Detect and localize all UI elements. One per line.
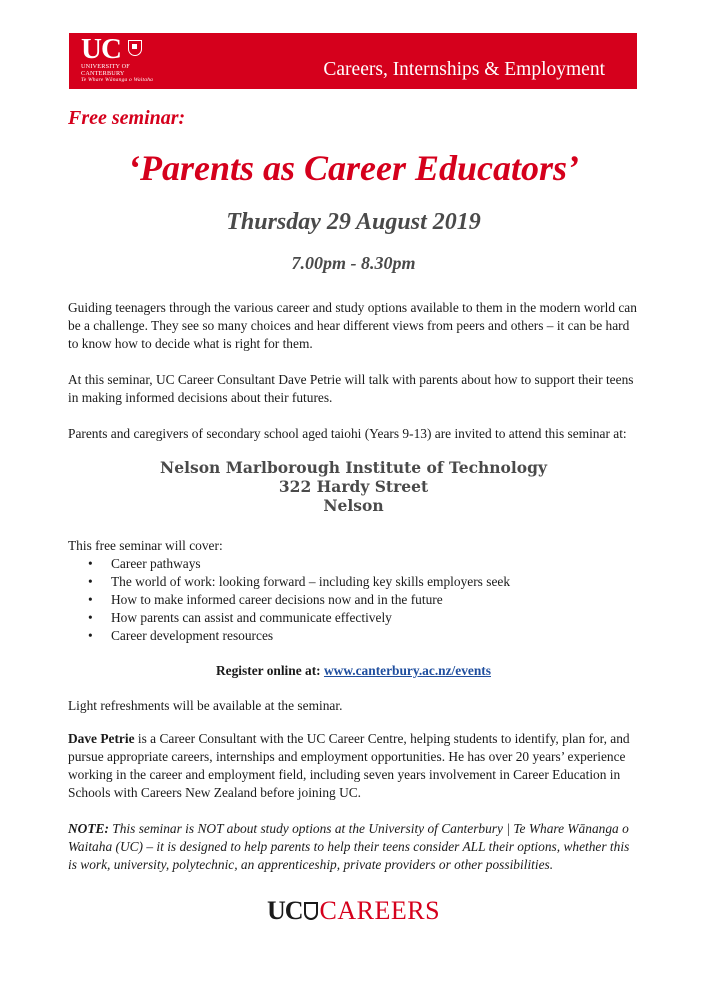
logo-line-1: UNIVERSITY OF: [81, 63, 130, 70]
logo-mark: UC: [81, 33, 121, 65]
seminar-time: 7.00pm - 8.30pm: [291, 253, 416, 273]
note-text: This seminar is NOT about study options at the University of Canterbury | Te Whare Wānanga o Waitaha (UC) – it is designed to help parents to help their teens consider ALL their options, whether this is work, university, polytechnic, an apprenticeship, private providers or other possibilities.: [68, 821, 630, 872]
bio-paragraph: [68, 730, 640, 802]
seminar-date: Thursday 29 August 2019: [226, 209, 481, 235]
bio-name: Dave Petrie: [68, 731, 135, 746]
register-link[interactable]: www.canterbury.ac.nz/events: [323, 663, 491, 678]
list-item: • How to make informed career decisions now and in the future: [88, 591, 510, 609]
list-item: • The world of work: looking forward – including key skills employers seek: [88, 573, 510, 591]
crest-icon: [128, 40, 142, 56]
venue-name: Nelson Marlborough Institute of Technology: [160, 458, 547, 477]
logo-line-2: CANTERBURY: [81, 70, 125, 77]
seminar-title: ‘Parents as Career Educators’: [127, 148, 580, 188]
register-label: Register online at:: [216, 663, 324, 678]
intro-paragraph: Guiding teenagers through the various career and study options available to them in the modern world can be a challenge. They see so many choices and hear different views from peers and others – it can be hard to know how to decide what is right for them.: [68, 300, 637, 351]
refreshments-paragraph: Light refreshments will be available at the seminar.: [68, 698, 343, 713]
logo-line-3: Te Whare Wānanga o Waitaha: [81, 77, 154, 83]
banner-title: Careers, Internships & Employment: [323, 59, 605, 80]
uc-logo: [81, 33, 165, 85]
note-paragraph: [68, 820, 640, 874]
note-label: NOTE:: [68, 821, 109, 836]
seminar-kicker: Free seminar:: [68, 107, 186, 129]
cover-intro: This free seminar will cover:: [68, 538, 223, 553]
register-line: [0, 663, 707, 679]
topics-list: [88, 555, 510, 645]
invite-paragraph: Parents and caregivers of secondary school aged taiohi (Years 9-13) are invited to attend this seminar at:: [68, 426, 627, 441]
list-item: • How parents can assist and communicate effectively: [88, 609, 510, 627]
header-banner: [69, 33, 637, 89]
list-item: • Career pathways: [88, 555, 510, 573]
seminar-paragraph: At this seminar, UC Career Consultant Dave Petrie will talk with parents about how to support their teens in making informed decisions about their futures.: [68, 372, 634, 405]
list-item: • Career development resources: [88, 627, 510, 645]
venue-address: [0, 458, 707, 515]
crest-icon: [304, 902, 318, 920]
footer-careers: CAREERS: [319, 896, 441, 925]
uc-careers-logo: [0, 896, 707, 926]
footer-uc: UC: [266, 896, 303, 925]
venue-street: 322 Hardy Street: [278, 477, 429, 496]
venue-city: Nelson: [323, 496, 384, 515]
bio-text: is a Career Consultant with the UC Career Centre, helping students to identify, plan for, and pursue appropriate careers, internships and employment opportunities. He has over 20 years’ experience working in the career and employment field, including seven years involvement in Career Education in Schools with Careers New Zealand before joining UC.: [68, 731, 630, 800]
